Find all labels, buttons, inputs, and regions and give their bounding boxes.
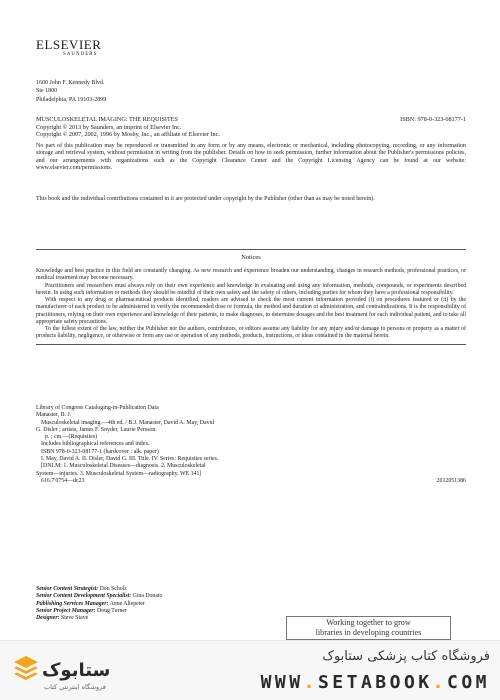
notices-heading: Notices bbox=[241, 254, 261, 261]
url-dot: . bbox=[432, 672, 447, 693]
credit-line bbox=[36, 601, 162, 608]
notices-box bbox=[36, 249, 466, 345]
copyright-line: Copyright © 2013 by Saunders, an imprint of Elsevier Inc. bbox=[36, 123, 182, 131]
copyright-line: Copyright © 2007, 2002, 1996 by Mosby, Inc., an affiliate of Elsevier Inc. bbox=[36, 131, 220, 139]
cip-line: Manaster, B. J. bbox=[36, 412, 72, 419]
title-block bbox=[36, 116, 466, 139]
cip-heading: Library of Congress Cataloging-in-Publication Data bbox=[36, 405, 159, 411]
credit-name: Anne Altepeter bbox=[109, 600, 145, 607]
cip-line: System—injuries. 3. Musculoskeletal System—radiography. WE 141] bbox=[36, 470, 202, 477]
credit-line bbox=[36, 586, 162, 593]
cip-line: ISBN 978-0-323-08177-1 (hardcover : alk. paper) bbox=[41, 448, 159, 455]
sticker-line: libraries in developing countries bbox=[315, 628, 422, 637]
credit-line bbox=[36, 608, 162, 615]
store-banner[interactable] bbox=[0, 640, 500, 700]
credit-role: Designer: bbox=[36, 615, 60, 622]
cip-line: [DNLM: 1. Musculoskeletal Diseases—diagnosis. 2. Musculoskeletal bbox=[41, 463, 206, 470]
address-line: Philadelphia, PA 19103-2899 bbox=[36, 96, 107, 103]
credit-role: Senior Content Strategist: bbox=[36, 586, 99, 592]
url-part: SETABOOK bbox=[317, 672, 433, 693]
lccn: 2012051386 bbox=[436, 477, 466, 484]
credit-role: Senior Project Manager: bbox=[36, 607, 96, 614]
book-title: MUSCULOSKELETAL IMAGING: THE REQUISITES bbox=[36, 116, 178, 123]
notice-paragraph: To the fullest extent of the law, neither the Publisher nor the authors, contributors, or editors assume any liability for any injury and/or damage to persons or property as a matter of products liability, negligence, or otherwise or from any use or operation of any methods, products, instructions, or ideas contained in the material herein. bbox=[36, 326, 466, 340]
library-sticker bbox=[286, 616, 451, 640]
publisher-address bbox=[36, 79, 106, 104]
credit-role: Senior Content Development Specialist: bbox=[36, 593, 132, 600]
cataloging-data bbox=[36, 405, 466, 485]
credit-name: Don Scholz bbox=[99, 586, 127, 592]
address-line: 1600 John F. Kennedy Blvd. bbox=[36, 80, 105, 86]
url-dot: . bbox=[303, 672, 318, 693]
cip-line: p. ; cm.—(Requisites) bbox=[45, 434, 98, 441]
credit-role: Publishing Services Manager: bbox=[36, 600, 109, 607]
notice-paragraph: Practitioners and researchers must always rely on their own experience and knowledge in evaluating and using any information, methods, compounds, or experiments described herein. In using such information or methods they should be mindful of their own safety and the safety of others, including parties for whom they have a professional responsibility. bbox=[36, 282, 466, 296]
imprint-name: SAUNDERS bbox=[63, 52, 98, 57]
call-number: 616.7'0754—dc23 bbox=[41, 477, 85, 484]
credit-name: Steve Stave bbox=[60, 615, 89, 622]
notice-paragraph: With respect to any drug or pharmaceutical products identified, readers are advised to check the most current information provided (i) on procedures featured or (ii) by the manufacturer of each product to be administered to verify the recommended dose or formula, the method and duration of administration, and contraindications. It is the responsibility of practitioners, relying on their own experience and knowledge of their patients, to make diagnoses, to determine dosages and the best treatment for each individual patient, and to take all appropriate safety precautions. bbox=[36, 297, 466, 325]
cip-line: Musculoskeletal imaging.—4th ed. / B.J. Manaster, David A. May, David bbox=[41, 419, 215, 426]
address-line: Ste 1800 bbox=[36, 88, 58, 95]
cip-line: G. Disler ; artists, James F. Snyder, Laurie Persson. bbox=[36, 426, 157, 433]
store-info bbox=[261, 647, 490, 694]
url-part: COM bbox=[446, 672, 490, 693]
isbn: ISBN: 978-0-323-08177-1 bbox=[400, 116, 466, 123]
logo-tagline: فروشگاه اینترنتی کتاب bbox=[44, 683, 106, 691]
publisher-name: ELSEVIER bbox=[36, 37, 102, 52]
url-part: WWW bbox=[260, 672, 304, 693]
stack-icon bbox=[14, 656, 38, 680]
cip-line: I. May, David A. II. Disler, David G. III. Title. IV. Series: Requisites series. bbox=[41, 456, 219, 463]
credit-line bbox=[36, 593, 162, 600]
credit-name: Doug Turner bbox=[97, 607, 127, 614]
logo-text: ستابوک bbox=[42, 660, 111, 681]
store-url[interactable] bbox=[261, 672, 490, 694]
staff-credits bbox=[36, 586, 162, 622]
rights-paragraph: No part of this publication may be reproduced or transmitted in any form or by any means, electronic or mechanical, including photocopying, recording, or any information storage and retrieval system, without permission in writing from the publisher. Details on how to seek permission, further information about the Publisher's permissions policies, and our arrangements with organizations such as the Copyright Clearance Center and the Copyright Licensing Agency can be found at our website: www.elsevier.com/permissions. bbox=[36, 143, 466, 172]
notice-paragraph: Knowledge and best practice in this field are constantly changing. As new research and experience broaden our understanding, changes in research methods, professional practices, or medical treatment may become necessary. bbox=[36, 268, 466, 282]
sticker-line: Working together to grow bbox=[326, 618, 411, 627]
store-name: فروشگاه کتاب پزشکی ستابوک bbox=[322, 649, 490, 664]
credit-line bbox=[36, 615, 162, 622]
cip-line: Includes bibliographical references and index. bbox=[41, 441, 150, 448]
store-logo bbox=[10, 649, 128, 695]
publisher-logo bbox=[36, 38, 101, 58]
protected-paragraph: This book and the individual contributions contained in it are protected under copyright by the Publisher (other than as may be noted herein). bbox=[36, 196, 375, 202]
credit-name: Gina Donato bbox=[132, 593, 163, 600]
